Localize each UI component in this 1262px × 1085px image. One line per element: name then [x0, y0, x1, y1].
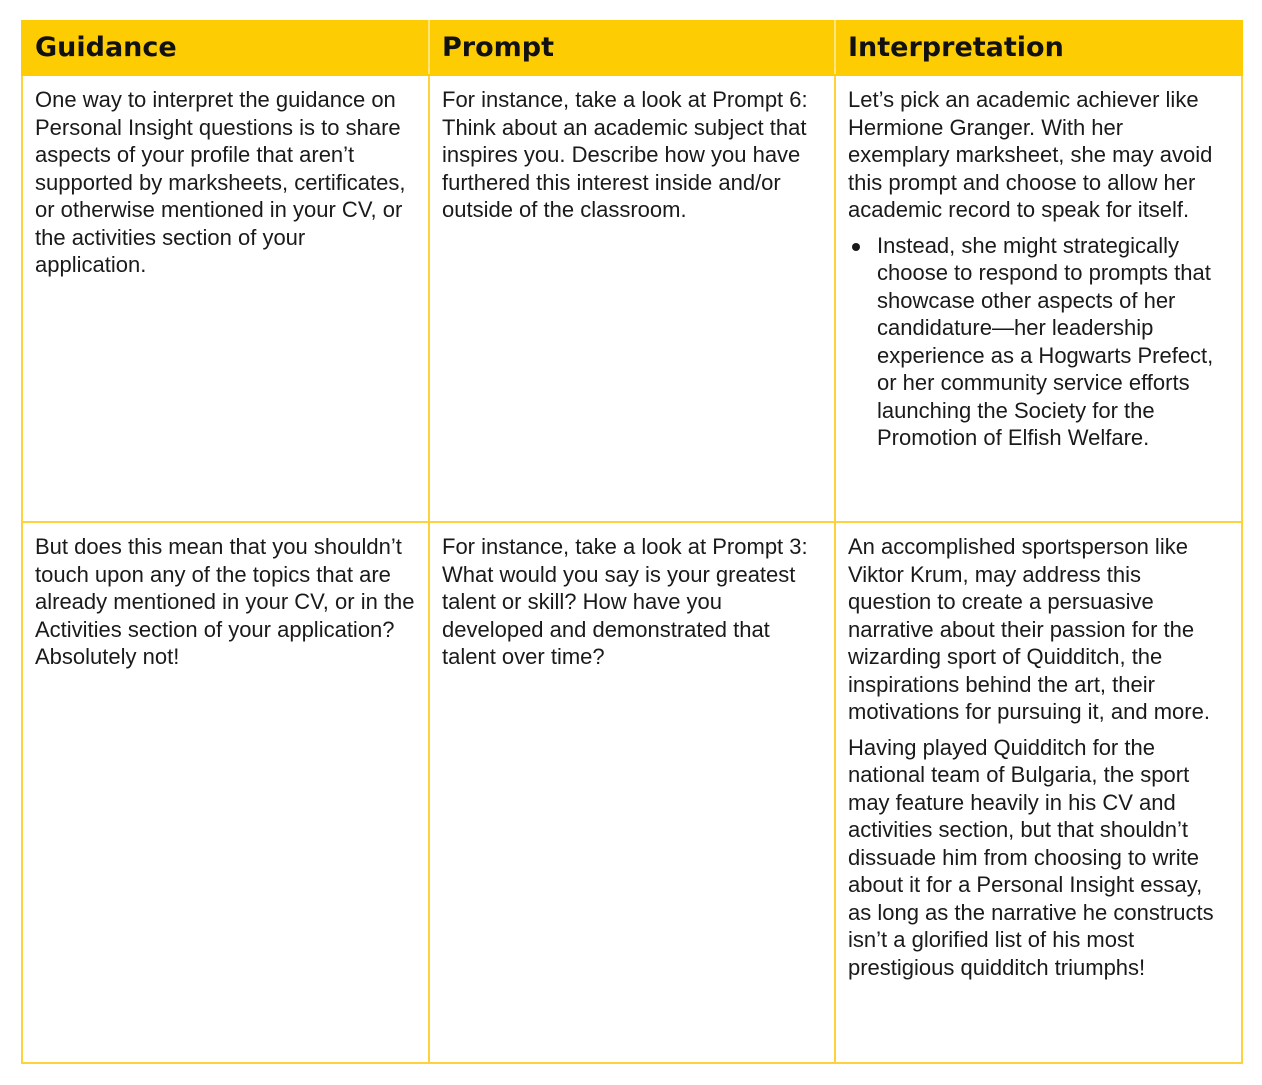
header-interpretation: Interpretation	[835, 21, 1242, 75]
interpretation-bullet-list	[848, 232, 1229, 452]
bullet-icon	[852, 243, 860, 251]
guidance-text: One way to interpret the guidance on Personal Insight questions is to share aspects of your profile that aren’t supported by marksheets, certificates, or otherwise mentioned in your CV, or the activities section of your application.	[35, 87, 406, 277]
guidance-text: But does this mean that you shouldn’t touch upon any of the topics that are already mentioned in your CV, or in the Activities section of your application? Absolutely not!	[35, 534, 415, 669]
cell-guidance	[22, 522, 429, 1063]
interpretation-paragraph: An accomplished sportsperson like Viktor Krum, may address this question to create a persuasive narrative about their passion for the wizarding sport of Quidditch, the inspirations behind the art, their motivations for pursuing it, and more.	[848, 534, 1210, 724]
interpretation-paragraph: Having played Quidditch for the national team of Bulgaria, the sport may feature heavily in his CV and activities section, but that shouldn’t dissuade him from choosing to write about it for a Personal Insight essay, as long as the narrative he constructs isn’t a glorified list of his most prestigious quidditch triumphs!	[848, 734, 1214, 980]
list-item	[848, 232, 1229, 452]
header-guidance: Guidance	[22, 21, 429, 75]
cell-prompt	[429, 75, 835, 522]
prompt-text: For instance, take a look at Prompt 3: What would you say is your greatest talent or skill? How have you developed and demonstrated that talent over time?	[442, 534, 808, 669]
table-row	[22, 522, 1242, 1063]
header-prompt: Prompt	[429, 21, 835, 75]
guidance-table	[21, 20, 1243, 1064]
prompt-text: For instance, take a look at Prompt 6: Think about an academic subject that inspires you. Describe how you have furthered this interest inside and/or outside of the classroom.	[442, 87, 808, 222]
table-row	[22, 75, 1242, 522]
cell-interpretation	[835, 522, 1242, 1063]
interpretation-paragraph: Let’s pick an academic achiever like Hermione Granger. With her exemplary marksheet, she may avoid this prompt and choose to allow her academic record to speak for itself.	[848, 87, 1213, 222]
table-header-row	[22, 21, 1242, 75]
cell-interpretation	[835, 75, 1242, 522]
bullet-text: Instead, she might strategically choose to respond to prompts that showcase other aspects of her candidature—her leadership experience as a Hogwarts Prefect, or her community service efforts launching the Society for the Promotion of Elfish Welfare.	[877, 232, 1214, 450]
cell-prompt	[429, 522, 835, 1063]
guidance-table-container	[21, 20, 1241, 1064]
cell-guidance	[22, 75, 429, 522]
